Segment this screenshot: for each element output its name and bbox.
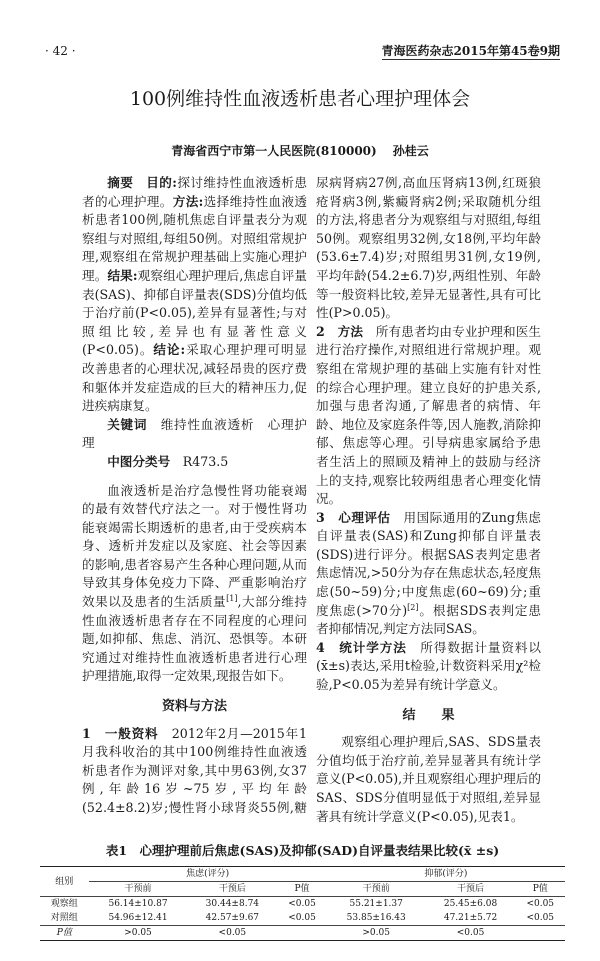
- assessment-label: 3 心理评估: [316, 509, 391, 525]
- results-paragraph: 观察组心理护理后,SAS、SDS量表分值均低于治疗前,差异显著具有统计学意义(P<0.05),并且观察组心理护理后的SAS、SDS分值明显低于对照组,差异显著具有统计学意义(P<0.05),见表1。: [316, 734, 541, 824]
- table-cell: <0.05: [526, 913, 555, 924]
- table-row: [40, 911, 565, 926]
- sub-header: 干预后: [187, 882, 277, 897]
- methods-paragraph: [316, 323, 541, 509]
- clc-number: [82, 453, 307, 472]
- citation: [1]: [226, 593, 238, 603]
- sub-header: P值: [277, 882, 327, 897]
- sub-header: P值: [515, 882, 565, 897]
- table-cell: <0.05: [288, 913, 316, 924]
- objective-label: 目的:: [146, 175, 177, 190]
- results-label: 结果:: [107, 267, 138, 283]
- clc-label: 中图分类号: [107, 453, 171, 469]
- table-cell: <0.05: [515, 897, 565, 912]
- author: 孙桂云: [392, 144, 429, 158]
- keywords-label: 关键词: [107, 416, 148, 432]
- table-caption: 表1 心理护理前后焦虑(SAS)及抑郁(SAD)自评量表结果比较(x̄ ±s): [105, 843, 500, 859]
- affiliation-line: [0, 142, 600, 160]
- table-cell: 30.44±8.74: [187, 897, 277, 912]
- table-cell: <0.05: [426, 926, 516, 941]
- table-cell: 47.21±5.72: [443, 913, 498, 924]
- table-cell: >0.05: [89, 926, 188, 941]
- sub-header: 干预前: [327, 882, 426, 897]
- group-cell: P值: [40, 926, 89, 941]
- section-heading-methods: 资料与方法: [161, 699, 227, 715]
- general-data-label: 1 一般资料: [82, 725, 159, 741]
- conclusion: 采取心理护理可明显改善患者的心理状况,减轻昂贵的医疗费和躯体并发症造成的巨大的精神压力,促进疾病康复。: [82, 342, 307, 414]
- table-row: [40, 897, 565, 912]
- citation: [2]: [407, 602, 419, 612]
- page-number: · 42 ·: [45, 44, 76, 58]
- table-cell: >0.05: [327, 926, 426, 941]
- assessment-paragraph: [316, 509, 541, 639]
- statistics-text: 所得数据计量资料以(x̄±s)表达,采用t检验,计数资料采用χ²检验,P<0.05为差异有统计学意义。: [316, 639, 542, 693]
- sub-header: 干预前: [89, 882, 188, 897]
- objective: 探讨维持性血液透析患者的心理护理。: [82, 175, 308, 209]
- table-cell: <0.05: [187, 926, 277, 941]
- group-cell: 观察组: [40, 897, 89, 912]
- intro-paragraph: [82, 482, 307, 687]
- statistics-paragraph: [316, 639, 541, 695]
- abstract: [82, 174, 307, 416]
- statistics-label: 4 统计学方法: [316, 639, 407, 655]
- methods-label: 方法:: [172, 193, 204, 209]
- conclusion-label: 结论:: [153, 342, 186, 358]
- abstract-label: 摘要: [107, 175, 134, 190]
- group-header: 组别: [40, 867, 89, 897]
- methods-label: 2 方法: [316, 323, 364, 339]
- sub-header: 干预后: [426, 882, 516, 897]
- table-cell: [277, 926, 327, 941]
- table-cell: 42.57±9.67: [205, 913, 260, 924]
- intro-text: ,大部分维持性血液透析患者存在不同程度的心理问题,如抑郁、焦虑、消沉、恐惧等。本研究通过对维持性血液透析患者进行心理护理措施,取得一定效果,现报告如下。: [82, 594, 308, 684]
- running-header: [0, 0, 600, 60]
- assessment-text: 。根据SDS表判定患者抑郁情况,判定方法同SAS。: [316, 602, 541, 637]
- results-table: [40, 866, 565, 941]
- table-cell: 54.96±12.41: [108, 913, 168, 924]
- methods-text: 所有患者均由专业护理和医生进行治疗操作,对照组进行常规护理。观察组在常规护理的基础上实施有针对性的综合心理护理。建立良好的护患关系,加强与患者沟通,了解患者的病情、年龄、地位及家庭条件等,因人施教,消除抑郁、焦虑等心理。引导病患家属给予患者生活上的照顾及精神上的鼓励与经济上的支持,观察比较两组患者心理变化情况。: [316, 323, 542, 507]
- table-cell: [515, 926, 565, 941]
- two-column-body: [82, 174, 541, 826]
- intro-text: 血液透析是治疗急慢性肾功能衰竭的最有效替代疗法之一。对于慢性肾功能衰竭需长期透析的患者,由于受疾病本身、透析并发症以及家庭、社会等因素的影响,患者容易产生各种心理问题,从而导致其身体免疫力下降、严重影响治疗效果以及患者的生活质量: [82, 482, 307, 610]
- depression-header: 抑郁(评分): [327, 867, 565, 882]
- results: 观察组心理护理后,焦虑自评量表(SAS)、抑郁自评量表(SDS)分值均低于治疗前(P<0.05),差异有显著性;与对照组比较,差异也有显著性意义(P<0.05)。: [82, 267, 307, 358]
- keywords: [82, 416, 307, 453]
- table-cell: 53.85±16.43: [346, 913, 406, 924]
- table-cell: 56.14±10.87: [89, 897, 188, 912]
- assessment-text: 用国际通用的Zung焦虑自评量表(SAS)和Zung抑郁自评量表(SDS)进行评分。根据SAS表判定患者焦虑情况,>50分为存在焦虑状态,轻度焦虑(50~59)分;中度焦虑(60~69)分;重度焦虑(>70分): [316, 509, 541, 618]
- table-cell: 25.45±6.08: [426, 897, 516, 912]
- affiliation: 青海省西宁市第一人民医院(810000): [171, 144, 377, 158]
- anxiety-header: 焦虑(评分): [89, 867, 327, 882]
- journal-header: 青海医药杂志2015年第45卷9期: [381, 44, 560, 58]
- methods: 选择维持性血液透析患者100例,随机焦虑自评量表分为观察组与对照组,每组50例。对照组常规护理,观察组在常规护理基础上实施心理护理。: [82, 193, 308, 283]
- general-data-text: 2012年2月—2015年1月我科收治的其中100例维持性血液透析患者作为测评对象,其中男63例,女37例,年龄16岁~75岁,平均年龄(52.4±8.2)岁;慢性肾小球肾炎55例,糖尿病肾病27例,高血压肾病13例,红斑狼疮肾病3例,紫癜肾病2例;采取随机分组的方法,将患者分为观察组与对照组,每组50例。观察组男32例,女18例,平均年龄(53.6±7.4)岁;对照组男31例,女19例,平均年龄(54.2±6.7)岁,两组性别、年龄等一般资料比较,差异无显著性,具有可比性(P>0.05)。: [82, 175, 541, 815]
- keywords-value: 维持性血液透析 心理护理: [82, 416, 308, 451]
- group-cell: 对照组: [50, 913, 78, 924]
- table-row-p-value: [40, 926, 565, 941]
- article-title: 100例维持性血液透析患者心理护理体会: [129, 88, 471, 110]
- clc-value: R473.5: [182, 453, 229, 469]
- section-heading-results: 结 果: [402, 707, 455, 723]
- table-cell: <0.05: [277, 897, 327, 912]
- table-cell: 55.21±1.37: [327, 897, 426, 912]
